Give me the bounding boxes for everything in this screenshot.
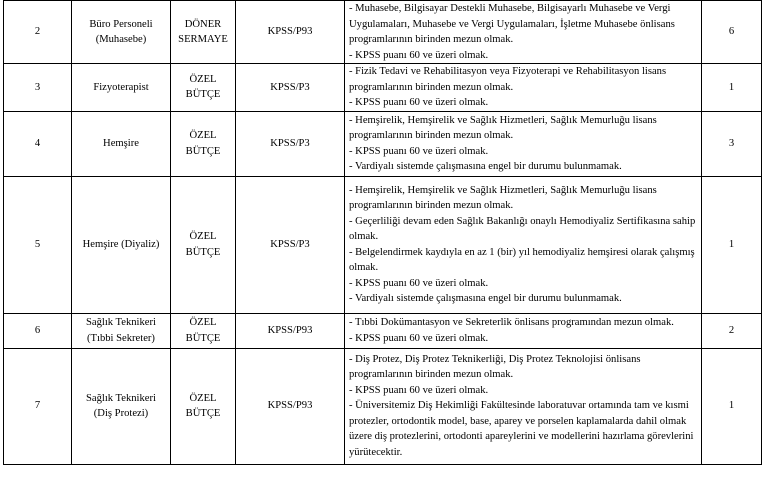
funding-source-line: BÜTÇE [185,246,221,258]
position-count: 1 [702,64,762,112]
position-count: 3 [702,111,762,176]
position-title-line: (Tıbbi Sekreter) [87,332,155,344]
funding-source-line: BÜTÇE [185,89,221,101]
position-title-line: (Muhasebe) [95,34,147,45]
requirements [345,64,702,112]
funding-source-line: SERMAYE [178,34,228,45]
exam-score-type: KPSS/P3 [236,64,345,112]
funding-source [171,313,236,348]
positions-table-body [4,1,762,465]
requirement-line: - Hemşirelik, Hemşirelik ve Sağlık Hizmetleri, Sağlık Memurluğu lisans [349,114,657,126]
position-title [72,176,171,313]
row-number: 3 [4,64,72,112]
position-count: 1 [702,348,762,464]
funding-source [171,64,236,112]
table-row [4,1,762,64]
funding-source-line: ÖZEL [189,73,217,85]
position-count: 2 [702,313,762,348]
requirement-line: olmak. [349,262,379,273]
requirements [345,1,702,64]
requirement-line: - Geçerliliği devam eden Sağlık Bakanlığı onaylı Hemodiyaliz Sertifikasına sahip [349,215,696,227]
requirement-line: - KPSS puanı 60 ve üzeri olmak. [349,277,489,289]
requirement-line: Uygulamaları, Muhasebe ve Vergi Uygulamaları, İşletme Muhasebe önlisans [349,18,675,30]
position-title [72,1,171,64]
requirement-line: - Vardiyalı sistemde çalışmasına engel bir durumu bulunmamak. [349,161,622,172]
requirement-line: - Diş Protez, Diş Protez Teknikerliği, Diş Protez Teknolojisi önlisans [349,353,641,365]
position-title-line: (Diş Protezi) [93,408,149,419]
requirement-line: yürütecektir. [349,446,403,458]
table-row [4,64,762,112]
exam-score-type: KPSS/P3 [236,176,345,313]
position-title [72,348,171,464]
funding-source-line: BÜTÇE [185,408,221,419]
position-title-line: Büro Personeli [89,18,153,30]
funding-source-line: ÖZEL [189,392,217,404]
requirement-line: programlarının birinden mezun olmak. [349,130,514,141]
row-number: 4 [4,111,72,176]
position-title [72,64,171,112]
position-title [72,313,171,348]
requirement-line: programlarının birinden mezun olmak. [349,200,514,211]
position-title-line: Fizyoterapist [93,81,149,93]
requirement-line: protezler, ortodontik model, base, aparey ve porselen kaplamalarda dahil olmak [349,415,687,427]
table-row [4,176,762,313]
position-count: 1 [702,176,762,313]
requirement-line: - Fizik Tedavi ve Rehabilitasyon veya Fizyoterapi ve Rehabilitasyon lisans [349,66,667,77]
funding-source-line: ÖZEL [189,317,217,328]
exam-score-type: KPSS/P93 [236,348,345,464]
position-title-line: Hemşire [103,137,139,149]
funding-source-line: BÜTÇE [185,145,221,157]
requirement-line: - KPSS puanı 60 ve üzeri olmak. [349,145,489,157]
requirement-line: - Tıbbi Dokümantasyon ve Sekreterlik önlisans programından mezun olmak. [349,317,674,328]
requirement-line: - Üniversitemiz Diş Hekimliği Fakültesinde laboratuvar ortamında tam ve kısmi [349,400,689,412]
row-number: 5 [4,176,72,313]
funding-source-line: DÖNER [184,18,222,30]
funding-source [171,348,236,464]
funding-source [171,176,236,313]
position-count: 6 [702,1,762,64]
requirements [345,176,702,313]
table-row [4,313,762,348]
funding-source [171,111,236,176]
funding-source-line: ÖZEL [189,130,217,141]
funding-source-line: ÖZEL [189,231,217,242]
position-title-line: Sağlık Teknikeri [86,317,156,328]
requirement-line: - KPSS puanı 60 ve üzeri olmak. [349,332,489,344]
requirements [345,111,702,176]
requirement-line: - KPSS puanı 60 ve üzeri olmak. [349,384,489,396]
table-row [4,348,762,464]
positions-table [3,0,762,465]
exam-score-type: KPSS/P3 [236,111,345,176]
requirement-line: programlarının birinden mezun olmak. [349,34,514,45]
requirements [345,348,702,464]
position-title-line: Hemşire (Diyaliz) [82,238,160,250]
exam-score-type: KPSS/P93 [236,1,345,64]
requirement-line: - Vardiyalı sistemde çalışmasına engel bir durumu bulunmamak. [349,293,622,304]
requirement-line: - KPSS puanı 60 ve üzeri olmak. [349,97,489,108]
requirement-line: - KPSS puanı 60 ve üzeri olmak. [349,49,489,61]
table-row [4,111,762,176]
row-number: 6 [4,313,72,348]
requirement-line: - Hemşirelik, Hemşirelik ve Sağlık Hizmetleri, Sağlık Memurluğu lisans [349,184,657,196]
requirement-line: programlarının birinden mezun olmak. [349,369,514,381]
requirements [345,313,702,348]
requirement-line: - Muhasebe, Bilgisayar Destekli Muhasebe, Bilgisayarlı Muhasebe ve Vergi [349,3,671,14]
position-title [72,111,171,176]
row-number: 7 [4,348,72,464]
requirement-line: üzere diş protezlerini, ortodonti apareylerini ve modellerini hazırlama görevlerini [349,431,694,443]
requirement-line: programlarının birinden mezun olmak. [349,81,514,93]
row-number: 2 [4,1,72,64]
exam-score-type: KPSS/P93 [236,313,345,348]
funding-source [171,1,236,64]
requirement-line: olmak. [349,231,379,242]
requirement-line: - Belgelendirmek kaydıyla en az 1 (bir) yıl hemodiyaliz hemşiresi olarak çalışmış [349,246,695,258]
funding-source-line: BÜTÇE [185,332,221,344]
position-title-line: Sağlık Teknikeri [86,392,156,404]
